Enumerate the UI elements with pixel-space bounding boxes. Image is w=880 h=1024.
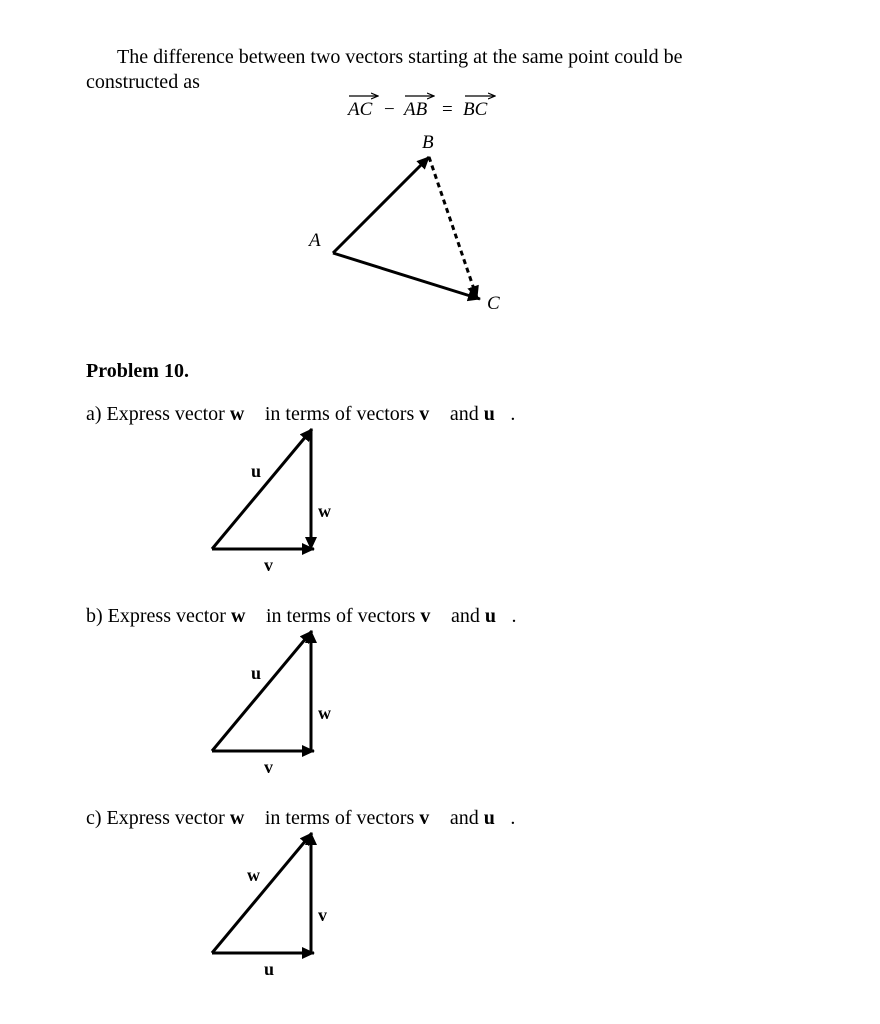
part-c-vert-label: v [318,905,342,925]
figure-part-c [212,833,314,953]
part-a-question: a) Express vector w in terms of vectors v and u. [86,403,516,425]
part-c-vec-w: w [229,807,260,829]
figure-part-b [212,631,314,751]
part-b-vert-label: w [318,703,345,723]
part-b-hypotenuse-vector [212,631,312,751]
problem-title: Problem 10. [86,360,189,382]
part-b-vec-v: v [420,605,446,627]
part-a-base-label: v [264,555,288,575]
eq-term-ac: AC [348,99,373,120]
part-b-marker: b) [86,605,103,627]
part-b-hyp-label: u [251,663,276,683]
eq-equals: = [442,99,453,120]
part-b-base-label: v [264,757,288,777]
part-c-question: c) Express vector w in terms of vectors v and u. [86,807,516,829]
vector-ac [333,253,480,299]
part-c-base-label: u [264,959,289,979]
part-a-vec-u: u [483,403,511,425]
part-c-hypotenuse-vector [212,833,312,953]
part-a-vert-label: w [318,501,345,521]
eq-minus: − [384,99,395,120]
part-b-question: b) Express vector w in terms of vectors v and u. [86,605,517,627]
intro-line-1: The difference between two vectors starting at the same point could be [117,46,683,68]
part-a-vec-v: v [419,403,445,425]
figure-part-a [212,429,314,549]
point-b-label: B [422,132,434,153]
part-a-hyp-label: u [251,461,276,481]
part-c-vec-v: v [419,807,445,829]
eq-term-bc: BC [463,99,488,120]
point-c-label: C [487,293,500,314]
part-c-hyp-label: w [247,865,274,885]
part-c-vec-u: u [483,807,511,829]
part-b-vec-u: u [484,605,512,627]
eq-term-ab: AB [404,99,428,120]
point-a-label: A [309,230,321,251]
vector-ab [333,157,429,253]
intro-line-2: constructed as [86,71,200,93]
part-a-marker: a) [86,403,102,425]
part-a-hypotenuse-vector [212,429,312,549]
part-b-vec-w: w [230,605,261,627]
vector-bc-dashed [429,157,477,298]
part-c-marker: c) [86,807,102,829]
part-a-vec-w: w [229,403,260,425]
